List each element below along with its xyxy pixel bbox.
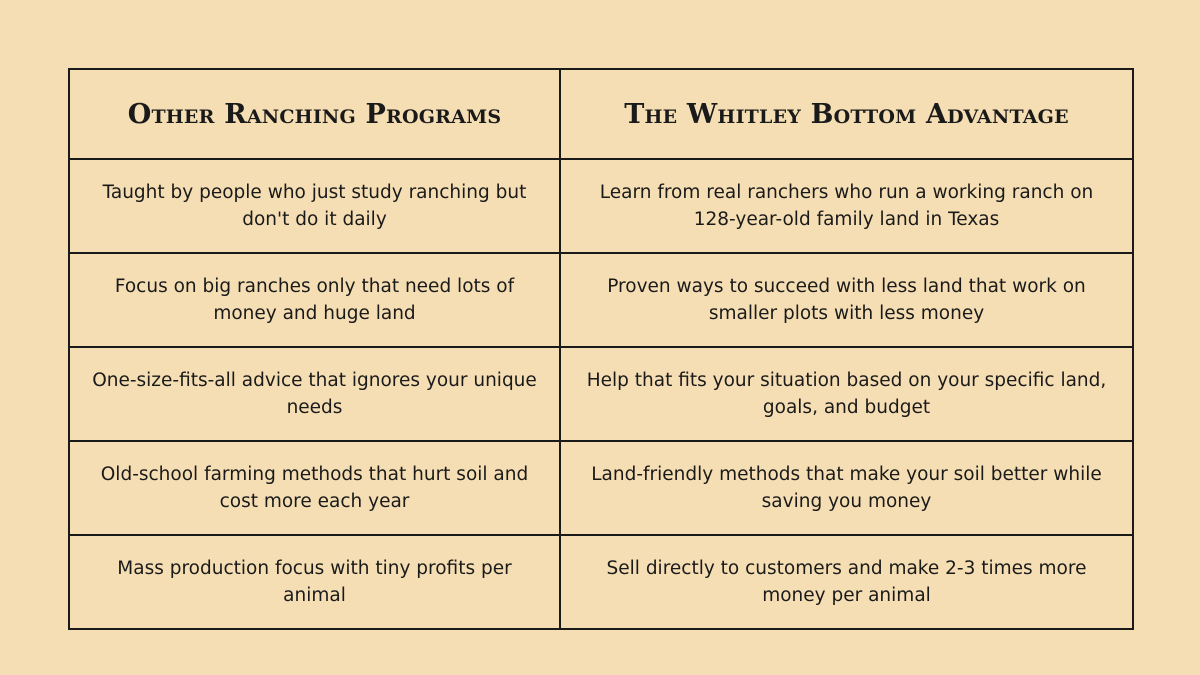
other-programs-cell: One-size-fits-all advice that ignores your unique needs: [69, 347, 560, 441]
table-row: [69, 441, 1133, 535]
header-row: [69, 69, 1133, 159]
other-programs-cell: Old-school farming methods that hurt soil and cost more each year: [69, 441, 560, 535]
header-other-programs: Other Ranching Programs: [69, 69, 560, 159]
table-row: [69, 159, 1133, 253]
other-programs-cell: Taught by people who just study ranching but don't do it daily: [69, 159, 560, 253]
advantage-cell: Land-friendly methods that make your soil better while saving you money: [560, 441, 1133, 535]
table-body: [69, 159, 1133, 629]
other-programs-cell: Focus on big ranches only that need lots of money and huge land: [69, 253, 560, 347]
advantage-cell: Proven ways to succeed with less land that work on smaller plots with less money: [560, 253, 1133, 347]
comparison-table: [68, 68, 1134, 630]
other-programs-cell: Mass production focus with tiny profits per animal: [69, 535, 560, 629]
advantage-cell: Sell directly to customers and make 2-3 times more money per animal: [560, 535, 1133, 629]
header-whitley-bottom-advantage: The Whitley Bottom Advantage: [560, 69, 1133, 159]
advantage-cell: Learn from real ranchers who run a working ranch on 128-year-old family land in Texas: [560, 159, 1133, 253]
table-row: [69, 535, 1133, 629]
table-row: [69, 347, 1133, 441]
table-header: [69, 69, 1133, 159]
advantage-cell: Help that fits your situation based on your specific land, goals, and budget: [560, 347, 1133, 441]
table-row: [69, 253, 1133, 347]
